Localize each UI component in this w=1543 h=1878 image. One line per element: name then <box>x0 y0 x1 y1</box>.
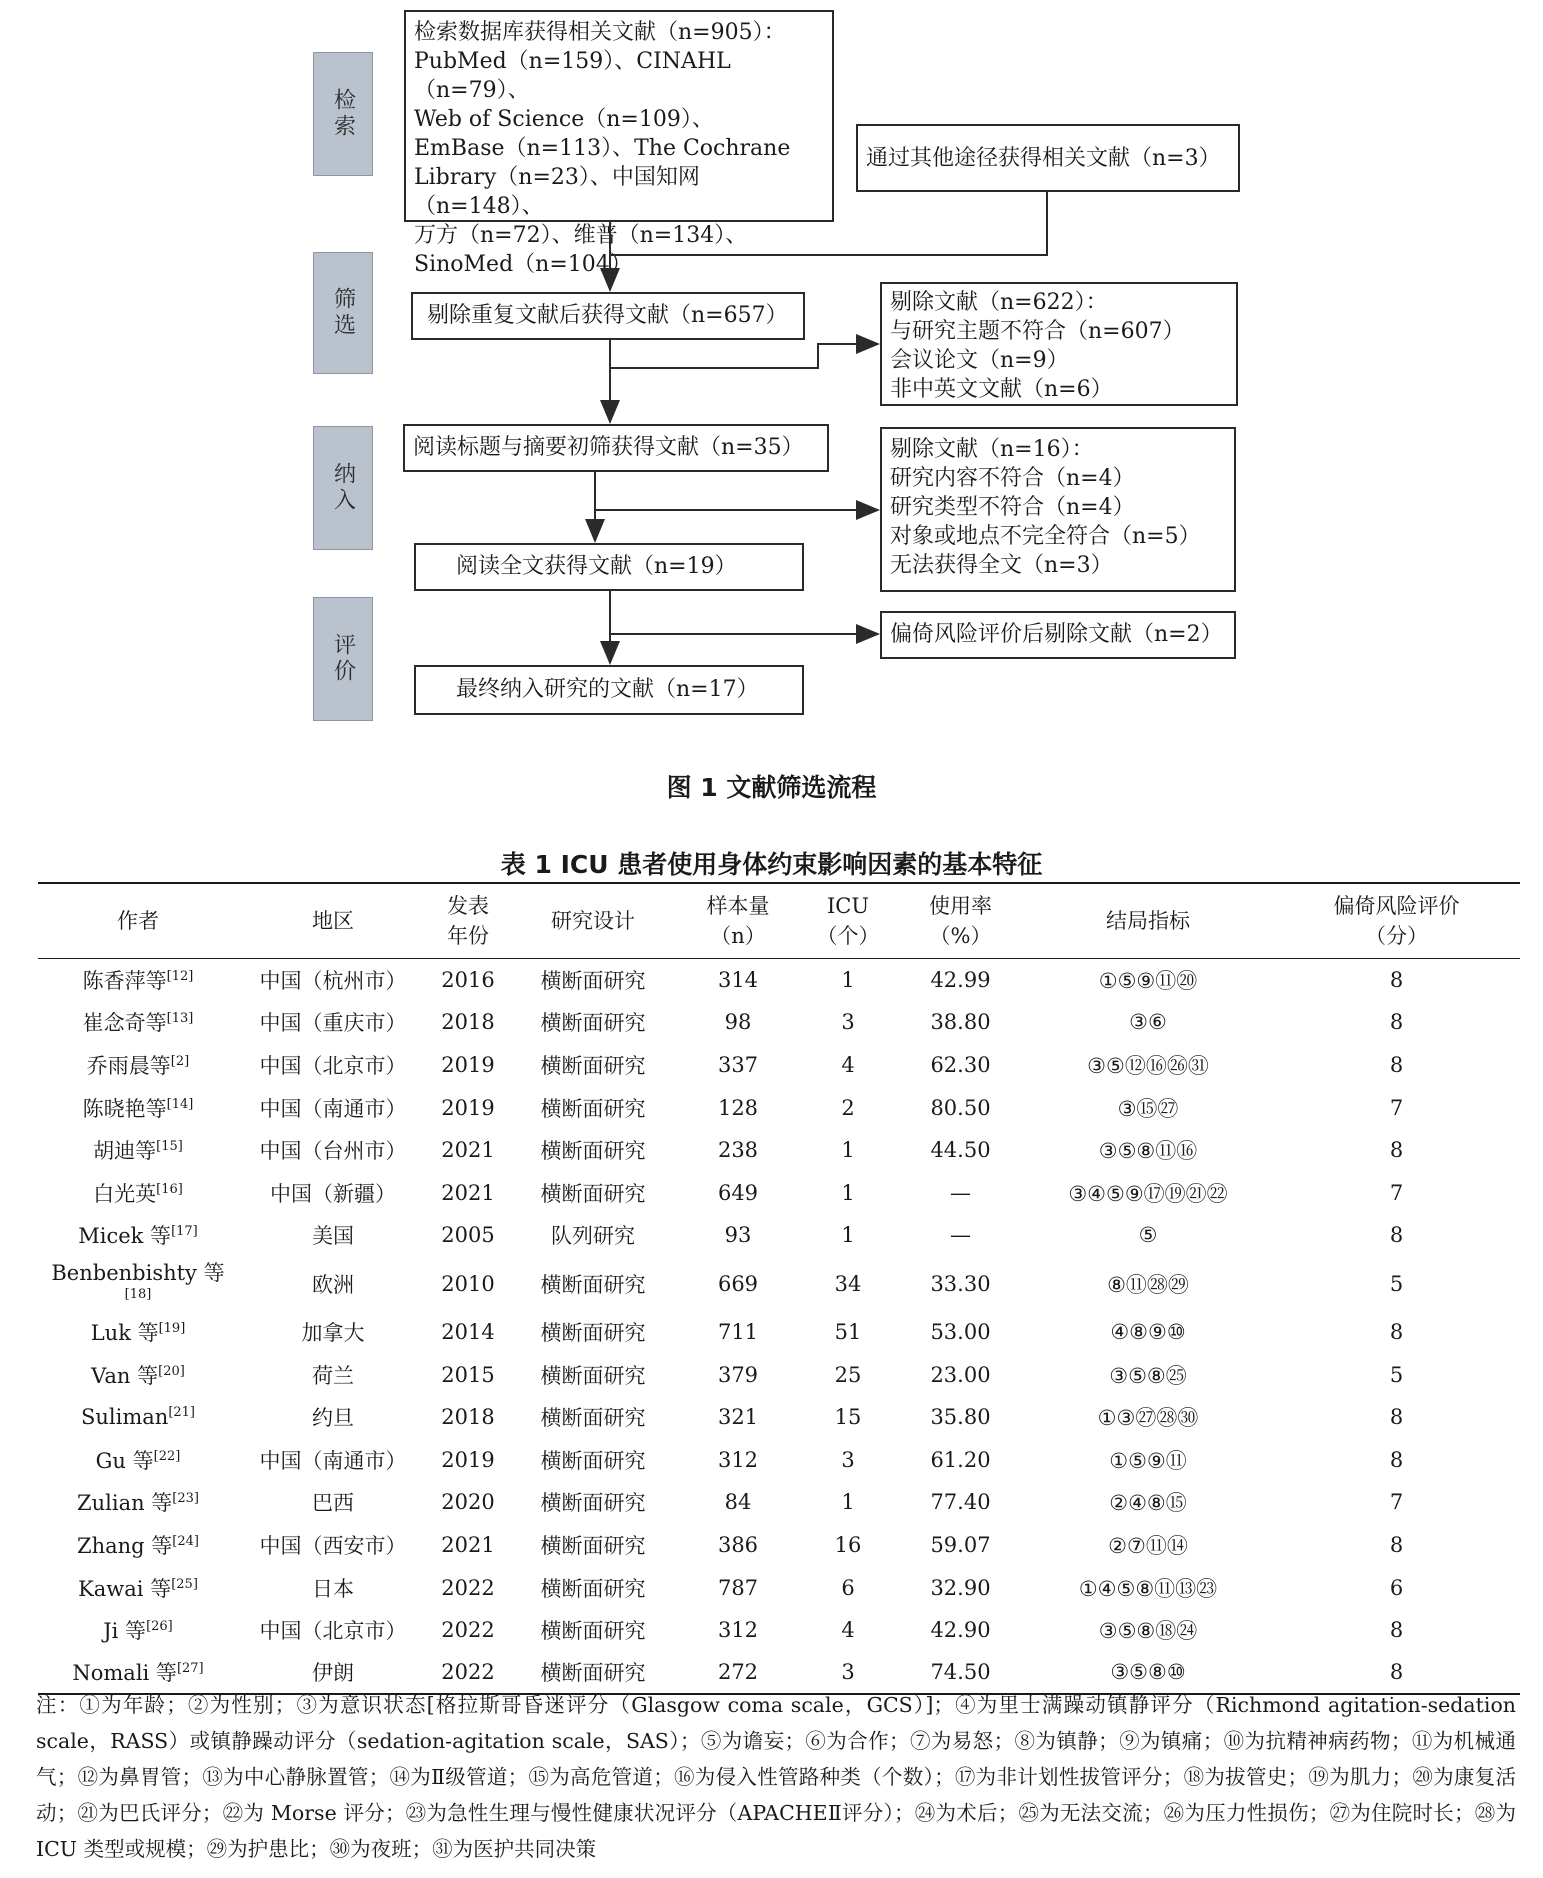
cell-author <box>38 1311 238 1354</box>
cell-region: 中国（西安市） <box>259 1533 407 1558</box>
author-name: 崔念奇等 <box>82 1011 167 1036</box>
author-name: Benbenbishty 等 <box>51 1260 225 1285</box>
header-design: 研究设计 <box>551 909 635 933</box>
cell-icu: 1 <box>841 1138 855 1163</box>
cell-outcomes: ③⑤⑧㉕ <box>1109 1363 1187 1388</box>
cell-score: 8 <box>1389 1223 1404 1248</box>
reference-number: [20] <box>158 1363 185 1379</box>
header-outcomes: 结局指标 <box>1106 909 1190 933</box>
cell-outcomes: ③④⑤⑨⑰⑲㉑㉒ <box>1068 1181 1228 1206</box>
cell-score: 8 <box>1389 1660 1404 1685</box>
reference-number: [24] <box>172 1533 199 1549</box>
cell-outcomes: ①④⑤⑧⑪⑬㉓ <box>1078 1576 1218 1601</box>
cell-author <box>38 1396 238 1439</box>
cell-year: 2019 <box>441 1095 495 1120</box>
cell-score: 8 <box>1389 1618 1404 1643</box>
cell-icu: 3 <box>841 1447 855 1472</box>
cell-region: 伊朗 <box>312 1661 354 1686</box>
cell-n: 312 <box>717 1447 759 1472</box>
cell-score: 7 <box>1389 1180 1404 1205</box>
table-row <box>38 1129 1520 1172</box>
cell-outcomes: ③⑤⑧⑱㉔ <box>1098 1619 1198 1644</box>
cell-author <box>38 1214 238 1257</box>
cell-design: 横断面研究 <box>540 1139 646 1164</box>
cell-outcomes: ④⑧⑨⑩ <box>1110 1319 1186 1344</box>
author-name: Suliman <box>81 1405 169 1430</box>
author-name: 白光英 <box>93 1181 157 1206</box>
cell-score: 7 <box>1389 1095 1404 1120</box>
cell-n: 312 <box>717 1618 759 1643</box>
cell-design: 横断面研究 <box>540 1096 646 1121</box>
cell-region: 中国（台州市） <box>259 1139 407 1164</box>
table-row <box>38 1524 1520 1567</box>
cell-year: 2021 <box>441 1138 495 1163</box>
cell-author <box>38 1609 238 1652</box>
cell-author <box>38 1566 238 1609</box>
header-region: 地区 <box>312 909 354 933</box>
cell-n: 386 <box>717 1532 759 1557</box>
cell-design: 横断面研究 <box>540 1272 646 1297</box>
cell-region: 加拿大 <box>301 1320 365 1345</box>
author-name: Gu 等 <box>95 1448 154 1473</box>
cell-author <box>38 1257 238 1311</box>
cell-n: 314 <box>717 968 759 993</box>
author-name: Luk 等 <box>90 1320 159 1345</box>
reference-number: [25] <box>171 1576 198 1592</box>
cell-rate: 53.00 <box>930 1319 991 1344</box>
box-final-included: 最终纳入研究的文献（n=17） <box>414 665 804 715</box>
cell-region: 日本 <box>312 1576 354 1601</box>
cell-score: 8 <box>1389 968 1404 993</box>
table-row <box>38 1171 1520 1214</box>
author-name: Ji 等 <box>103 1619 147 1644</box>
cell-outcomes: ③⑥ <box>1129 1010 1167 1035</box>
reference-number: [12] <box>166 969 194 985</box>
cell-author <box>38 1001 238 1044</box>
box-excluded-16: 剔除文献（n=16）： 研究内容不符合（n=4） 研究类型不符合（n=4） 对象或地点不完全符合（n=5） 无法获得全文（n=3） <box>880 427 1236 592</box>
cell-outcomes: ①⑤⑨⑪ <box>1109 1448 1187 1473</box>
author-name: 乔雨晨等 <box>86 1053 171 1078</box>
cell-score: 8 <box>1389 1138 1404 1163</box>
cell-year: 2022 <box>441 1660 495 1685</box>
cell-score: 8 <box>1389 1405 1404 1430</box>
cell-n: 669 <box>717 1271 759 1296</box>
author-name: Nomali 等 <box>72 1661 177 1686</box>
cell-icu: 4 <box>841 1618 855 1643</box>
cell-year: 2015 <box>441 1362 495 1387</box>
cell-rate: 33.30 <box>930 1271 991 1296</box>
cell-rate: 38.80 <box>930 1010 991 1035</box>
cell-year: 2019 <box>441 1052 495 1077</box>
cell-n: 128 <box>717 1095 759 1120</box>
reference-number: [16] <box>156 1181 183 1197</box>
stage-label-evaluate: 评价 <box>313 597 373 721</box>
cell-icu: 1 <box>841 1223 855 1248</box>
cell-score: 6 <box>1389 1575 1404 1600</box>
reference-number: [27] <box>176 1661 204 1677</box>
cell-outcomes: ③⑤⑧⑩ <box>1110 1660 1186 1685</box>
cell-icu: 51 <box>834 1319 862 1344</box>
cell-author <box>38 1524 238 1567</box>
characteristics-table <box>38 882 1520 1695</box>
cell-design: 横断面研究 <box>540 1661 646 1686</box>
reference-number: [13] <box>166 1011 194 1027</box>
cell-region: 欧洲 <box>312 1272 354 1297</box>
cell-n: 379 <box>717 1362 759 1387</box>
cell-n: 787 <box>717 1575 759 1600</box>
cell-year: 2021 <box>441 1180 495 1205</box>
cell-year: 2014 <box>441 1319 495 1344</box>
cell-rate: 42.90 <box>930 1618 991 1643</box>
cell-region: 美国 <box>312 1224 354 1249</box>
cell-rate: 61.20 <box>930 1447 991 1472</box>
cell-rate: — <box>950 1180 971 1205</box>
cell-icu: 3 <box>841 1010 855 1035</box>
cell-region: 中国（南通市） <box>259 1448 407 1473</box>
table-row <box>38 1481 1520 1524</box>
line-other-to-main <box>610 192 1047 255</box>
table-row <box>38 1086 1520 1129</box>
cell-author <box>38 1481 238 1524</box>
table-row <box>38 1214 1520 1257</box>
cell-design: 横断面研究 <box>540 1363 646 1388</box>
table-row <box>38 1396 1520 1439</box>
reference-number: [17] <box>171 1224 198 1240</box>
cell-author <box>38 1438 238 1481</box>
cell-outcomes: ①⑤⑨⑪⑳ <box>1098 969 1198 994</box>
cell-design: 横断面研究 <box>540 1619 646 1644</box>
flowchart-connectors <box>0 0 1543 760</box>
cell-region: 中国（南通市） <box>259 1096 407 1121</box>
cell-year: 2018 <box>441 1010 495 1035</box>
reference-number: [18] <box>124 1286 152 1302</box>
table-row <box>38 1566 1520 1609</box>
cell-author <box>38 1353 238 1396</box>
reference-number: [23] <box>172 1491 199 1507</box>
table-title: 表 1 ICU 患者使用身体约束影响因素的基本特征 <box>500 850 1043 879</box>
cell-outcomes: ②⑦⑪⑭ <box>1108 1533 1188 1558</box>
stage-label-search: 检索 <box>313 52 373 176</box>
table-row <box>38 959 1520 1002</box>
cell-rate: 42.99 <box>930 968 991 993</box>
reference-number: [21] <box>168 1405 195 1421</box>
cell-score: 8 <box>1389 1319 1404 1344</box>
reference-number: [19] <box>158 1320 186 1336</box>
box-full-text: 阅读全文获得文献（n=19） <box>414 543 804 591</box>
cell-year: 2020 <box>441 1490 495 1515</box>
cell-design: 横断面研究 <box>540 1576 646 1601</box>
box-title-abstract: 阅读标题与摘要初筛获得文献（n=35） <box>403 424 829 472</box>
cell-icu: 4 <box>841 1052 855 1077</box>
cell-rate: 23.00 <box>930 1362 991 1387</box>
cell-author <box>38 1044 238 1087</box>
cell-n: 238 <box>717 1138 759 1163</box>
cell-rate: 77.40 <box>930 1490 991 1515</box>
cell-icu: 34 <box>834 1271 862 1296</box>
cell-year: 2022 <box>441 1618 495 1643</box>
cell-score: 7 <box>1389 1490 1404 1515</box>
table-row <box>38 1353 1520 1396</box>
reference-number: [15] <box>156 1139 183 1155</box>
header-sample-size: 样本量 （n） <box>706 894 770 948</box>
cell-outcomes: ⑤ <box>1138 1223 1158 1248</box>
header-author: 作者 <box>117 909 159 933</box>
box-after-dedup: 剔除重复文献后获得文献（n=657） <box>411 292 805 340</box>
cell-outcomes: ③⑤⑧⑪⑯ <box>1098 1139 1198 1164</box>
cell-author <box>38 1171 238 1214</box>
cell-design: 横断面研究 <box>540 1181 646 1206</box>
box-bias-excluded: 偏倚风险评价后剔除文献（n=2） <box>880 611 1236 659</box>
cell-design: 横断面研究 <box>540 1320 646 1345</box>
cell-region: 中国（新疆） <box>270 1181 396 1206</box>
cell-region: 中国（杭州市） <box>259 969 407 994</box>
table-row <box>38 1311 1520 1354</box>
cell-score: 5 <box>1389 1271 1404 1296</box>
stage-label-screen: 筛选 <box>313 252 373 374</box>
cell-icu: 3 <box>841 1660 855 1685</box>
table-row <box>38 1609 1520 1652</box>
cell-n: 649 <box>717 1180 759 1205</box>
cell-region: 中国（北京市） <box>259 1053 407 1078</box>
cell-n: 711 <box>717 1319 759 1344</box>
table-header-row <box>38 883 1520 959</box>
cell-icu: 6 <box>841 1575 855 1600</box>
reference-number: [26] <box>146 1619 173 1635</box>
figure-caption: 图 1 文献筛选流程 <box>666 773 877 802</box>
cell-design: 横断面研究 <box>540 1406 646 1431</box>
table-row <box>38 1044 1520 1087</box>
table-note: 注：①为年龄；②为性别；③为意识状态[格拉斯哥昏迷评分（Glasgow coma scale，GCS）]；④为里士满躁动镇静评分（Richmond agitation-sedation scale，RASS）或镇静躁动评分（sedation-agitation scale，SAS）；⑤为谵妄；⑥为合作；⑦为易怒；⑧为镇静；⑨为镇痛；⑩为抗精神病药物；⑪为机械通气；⑫为鼻胃管；⑬为中心静脉置管；⑭为Ⅱ级管道；⑮为高危管道；⑯为侵入性管路种类（个数）；⑰为非计划性拔管评分；⑱为拔管史；⑲为肌力；⑳为康复活动；㉑为巴氏评分；㉒为 Morse 评分；㉓为急性生理与慢性健康状况评分（APACHEⅡ评分）；㉔为术后；㉕为无法交流；㉖为压力性损伤；㉗为住院时长；㉘为 ICU 类型或规模；㉙为护患比；㉚为夜班；㉛为医护共同决策 <box>36 1693 1516 1861</box>
author-name: Van 等 <box>91 1363 159 1388</box>
cell-year: 2021 <box>441 1532 495 1557</box>
cell-year: 2022 <box>441 1575 495 1600</box>
cell-region: 中国（重庆市） <box>259 1011 407 1036</box>
cell-score: 8 <box>1389 1532 1404 1557</box>
cell-n: 93 <box>724 1223 752 1248</box>
cell-outcomes: ⑧⑪㉘㉙ <box>1107 1272 1189 1297</box>
author-name: Micek 等 <box>78 1224 172 1249</box>
reference-number: [22] <box>153 1448 181 1464</box>
cell-score: 8 <box>1389 1447 1404 1472</box>
cell-icu: 1 <box>841 1180 855 1205</box>
author-name: Zhang 等 <box>77 1533 173 1558</box>
cell-design: 横断面研究 <box>540 1011 646 1036</box>
header-bias-score: 偏倚风险评价 （分） <box>1333 894 1460 948</box>
cell-region: 中国（北京市） <box>259 1619 407 1644</box>
cell-rate: 35.80 <box>930 1405 991 1430</box>
cell-outcomes: ③⑮㉗ <box>1117 1096 1179 1121</box>
cell-region: 荷兰 <box>312 1363 354 1388</box>
stage-label-include: 纳入 <box>313 426 373 550</box>
table-row <box>38 1257 1520 1311</box>
cell-icu: 1 <box>841 968 855 993</box>
table-row <box>38 1001 1520 1044</box>
cell-n: 98 <box>724 1010 752 1035</box>
cell-icu: 25 <box>834 1362 862 1387</box>
cell-outcomes: ①③㉗㉘㉚ <box>1097 1406 1199 1431</box>
cell-n: 272 <box>717 1660 759 1685</box>
cell-rate: 62.30 <box>930 1052 991 1077</box>
cell-n: 337 <box>717 1052 759 1077</box>
cell-rate: 80.50 <box>930 1095 991 1120</box>
author-name: 陈香萍等 <box>82 969 167 994</box>
reference-number: [2] <box>170 1053 190 1069</box>
header-year: 发表 年份 <box>447 894 489 948</box>
cell-year: 2018 <box>441 1405 495 1430</box>
cell-year: 2016 <box>441 968 495 993</box>
table-row <box>38 1438 1520 1481</box>
cell-rate: 59.07 <box>930 1532 991 1557</box>
cell-region: 巴西 <box>312 1491 354 1516</box>
box-other-sources: 通过其他途径获得相关文献（n=3） <box>856 124 1240 192</box>
cell-outcomes: ③⑤⑫⑯㉖㉛ <box>1087 1053 1209 1078</box>
cell-icu: 1 <box>841 1490 855 1515</box>
cell-region: 约旦 <box>312 1406 354 1431</box>
cell-rate: — <box>950 1223 971 1248</box>
header-rate: 使用率 （%） <box>929 894 992 948</box>
author-name: 陈晓艳等 <box>82 1096 167 1121</box>
author-name: Zulian 等 <box>77 1491 173 1516</box>
header-icu: ICU （个） <box>816 894 880 948</box>
cell-n: 84 <box>724 1490 752 1515</box>
cell-author <box>38 1129 238 1172</box>
cell-author <box>38 1086 238 1129</box>
cell-design: 横断面研究 <box>540 1053 646 1078</box>
cell-author <box>38 959 238 1002</box>
cell-icu: 16 <box>834 1532 862 1557</box>
cell-year: 2010 <box>441 1271 495 1296</box>
cell-rate: 44.50 <box>930 1138 991 1163</box>
box-database-search: 检索数据库获得相关文献（n=905）： PubMed（n=159）、CINAHL（n=79）、 Web of Science（n=109）、 EmBase（n=113）、The Cochrane Library（n=23）、中国知网（n=148）、 万方（n=72）、维普（n=134）、 SinoMed（n=104） <box>404 10 834 222</box>
cell-outcomes: ②④⑧⑮ <box>1109 1491 1187 1516</box>
author-name: Kawai 等 <box>78 1576 172 1601</box>
box-excluded-622: 剔除文献（n=622）： 与研究主题不符合（n=607） 会议论文（n=9） 非中英文文献（n=6） <box>880 282 1238 406</box>
cell-icu: 15 <box>834 1405 862 1430</box>
cell-design: 横断面研究 <box>540 1491 646 1516</box>
cell-icu: 2 <box>841 1095 855 1120</box>
cell-design: 横断面研究 <box>540 1448 646 1473</box>
cell-design: 横断面研究 <box>540 969 646 994</box>
cell-score: 8 <box>1389 1010 1404 1035</box>
cell-year: 2019 <box>441 1447 495 1472</box>
cell-design: 横断面研究 <box>540 1533 646 1558</box>
cell-rate: 74.50 <box>930 1660 991 1685</box>
cell-score: 5 <box>1389 1362 1404 1387</box>
cell-design: 队列研究 <box>551 1224 635 1249</box>
reference-number: [14] <box>166 1096 194 1112</box>
cell-score: 8 <box>1389 1052 1404 1077</box>
cell-year: 2005 <box>441 1223 495 1248</box>
author-name: 胡迪等 <box>93 1139 157 1164</box>
arrow-to-excluded-622 <box>610 344 878 368</box>
cell-rate: 32.90 <box>930 1575 991 1600</box>
cell-n: 321 <box>717 1405 759 1430</box>
